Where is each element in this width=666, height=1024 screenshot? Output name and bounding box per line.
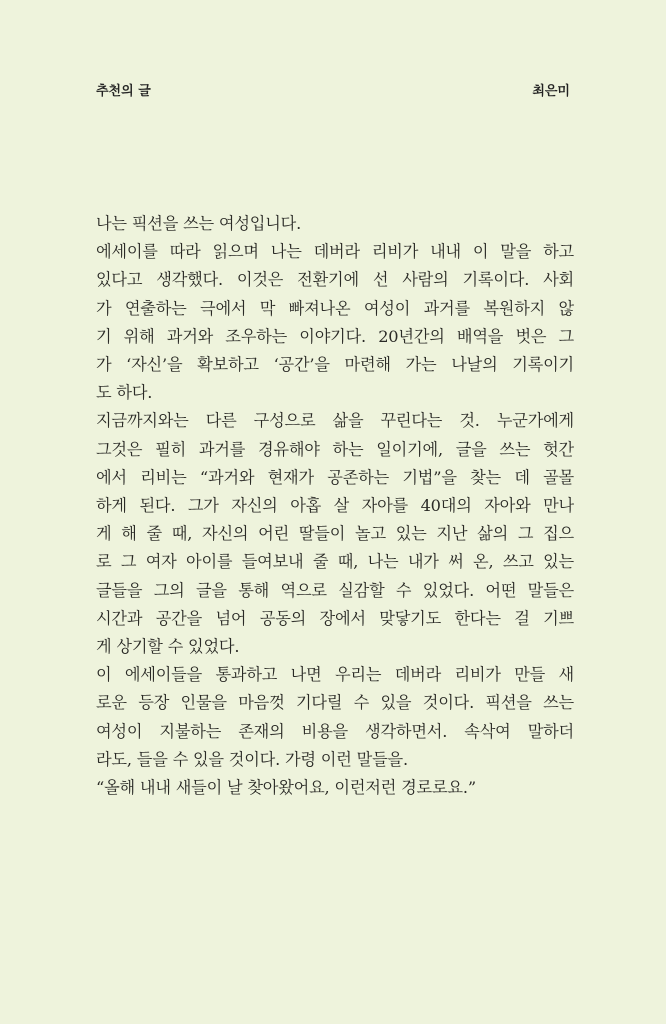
- paragraph: [96, 407, 574, 661]
- text-line: 여성이 지불하는 존재의 비용을 생각하면서. 속삭여 말하더: [96, 721, 574, 741]
- text-line: 게 해 줄 때, 자신의 어린 딸들이 놀고 있는 지난 삶의 그 집으: [96, 524, 574, 544]
- text-line: 있다고 생각했다. 이것은 전환기에 선 사람의 기록이다. 사회: [96, 270, 574, 290]
- page-header: [96, 80, 570, 100]
- text-line: 지금까지와는 다른 구성으로 삶을 꾸린다는 것. 누군가에게: [96, 411, 574, 431]
- text-line: 에세이를 따라 읽으며 나는 데버라 리비가 내내 이 말을 하고: [96, 242, 574, 262]
- text-line: 기 위해 과거와 조우하는 이야기다. 20년간의 배역을 벗은 그: [96, 326, 574, 346]
- text-line: 가 ‘자신’을 확보하고 ‘공간’을 마련해 가는 나날의 기록이기: [96, 355, 574, 375]
- text-line: 시간과 공간을 넘어 공동의 장에서 맞닿기도 한다는 걸 기쁘: [96, 608, 574, 628]
- text-line: 가 연출하는 극에서 막 빠져나온 여성이 과거를 복원하지 않: [96, 298, 574, 318]
- paragraph: [96, 661, 574, 774]
- text-line: 하게 된다. 그가 자신의 아홉 살 자아를 40대의 자아와 만나: [96, 496, 574, 516]
- text-line: 글들을 그의 글을 통해 역으로 실감할 수 있었다. 어떤 말들은: [96, 580, 574, 600]
- paragraph: [96, 774, 574, 802]
- text-line: 이 에세이들을 통과하고 나면 우리는 데버라 리비가 만들 새: [96, 665, 574, 685]
- text-line: 게 상기할 수 있었다.: [96, 637, 240, 657]
- text-line: 나는 픽션을 쓰는 여성입니다.: [96, 214, 302, 233]
- text-line: 도 하다.: [96, 383, 153, 403]
- text-line: 에서 리비는 “과거와 현재가 공존하는 기법”을 찾는 데 골몰: [96, 467, 574, 487]
- text-line: “올해 내내 새들이 날 찾아왔어요, 이런저런 경로로요.”: [96, 778, 476, 798]
- text-line: 라도, 들을 수 있을 것이다. 가령 이런 말들을.: [96, 749, 408, 769]
- text-line: 로 그 여자 아이를 들여보내 줄 때, 나는 내가 써 온, 쓰고 있는: [96, 552, 574, 572]
- text-line: 그것은 필히 과거를 경유해야 하는 일이기에, 글을 쓰는 헛간: [96, 439, 574, 459]
- section-title: 추천의 글: [96, 84, 151, 99]
- paragraph: [96, 210, 574, 238]
- body-text: [96, 210, 574, 802]
- paragraph: [96, 238, 574, 407]
- text-line: 로운 등장 인물을 마음껏 기다릴 수 있을 것이다. 픽션을 쓰는: [96, 693, 574, 713]
- author-name: 최은미: [532, 84, 570, 99]
